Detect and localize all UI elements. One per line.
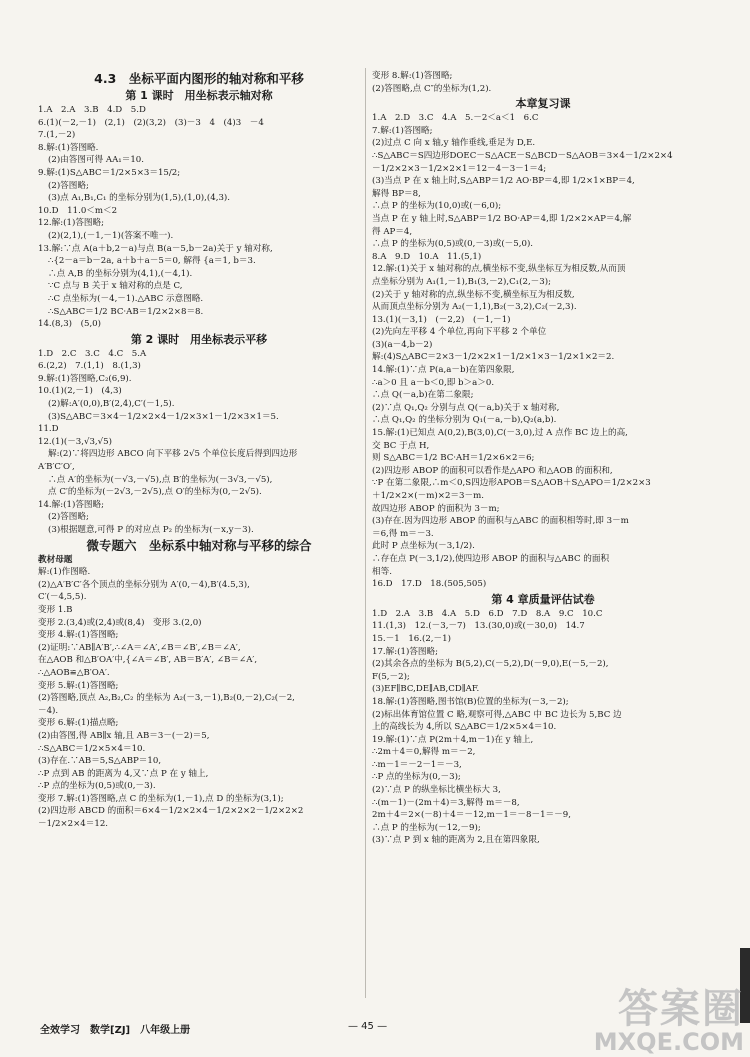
answer-line: (2)其余各点的坐标为 B(5,2),C(－5,2),D(－9,0),E(－5,－2),	[372, 659, 609, 670]
answer-line: 解:(4)S△ABC＝2×3－1/2×2×1－1/2×1×3－1/2×1×2＝2.	[372, 352, 615, 363]
column-divider	[365, 68, 366, 998]
answer-line: (2)由答图可得 AA₁＝10.	[48, 155, 144, 166]
footer-book-title: 全效学习 数学[ZJ] 八年级上册	[40, 1025, 191, 1036]
answer-line: ＝6,得 m＝－3.	[372, 528, 434, 539]
answer-line: 变形 4.解:(1)答图略;	[38, 630, 119, 641]
answer-line: A′B′C′O′,	[38, 462, 75, 473]
answer-line: (2)关于 y 轴对称的点,纵坐标不变,横坐标互为相反数,	[372, 289, 575, 300]
left-column	[38, 70, 360, 831]
answer-line: (3)存在.∵AB＝5,S△ABP＝10,	[38, 756, 162, 767]
answer-line: ∴点 Q₁,Q₂ 的坐标分别为 Q₁(－a,－b),Q₂(a,b).	[372, 415, 557, 426]
answer-line: (2)四边形 ABCD 的面积＝6×4－1/2×2×4－1/2×2×2－1/2×2×2	[38, 806, 304, 817]
answer-line: －1/2×2×3－1/2×2×1＝12－4－3－1＝4;	[372, 163, 547, 174]
answer-line: 10.D 11.0＜m＜2	[38, 205, 118, 216]
answer-line: ∴点 Q(－a,b)在第二象限;	[372, 390, 474, 401]
lesson-heading: 本章复习课	[515, 97, 571, 111]
answer-line: (2)答图略;	[48, 512, 89, 523]
answer-line: ∴a＞0 且 a－b＜0,即 b＞a＞0.	[372, 377, 495, 388]
answer-line: 解:(1)作图略.	[38, 567, 91, 578]
answer-line: ∴S△ABC＝S四边形DOEC－S△ACE－S△BCD－S△AOB＝3×4－1/2×2×4	[372, 150, 673, 161]
answer-line: 18.解:(1)答图略,图书馆(B)位置的坐标为(－3,－2);	[372, 696, 569, 707]
answer-line: ∴△AOB≌△B′OA′.	[38, 667, 110, 678]
answer-line: 则 S△ABC＝1/2 BC·AH＝1/2×6×2＝6;	[372, 453, 535, 464]
answer-line: ∴点 P 的坐标为(0,5)或(0,－3)或(－5,0).	[372, 239, 534, 250]
answer-line: 1.A 2.A 3.B 4.D 5.D	[38, 105, 146, 115]
answer-line: 教材母题	[38, 554, 73, 565]
answer-line: (3)根据题意,可得 P 的对应点 P₂ 的坐标为(－x,y－3).	[48, 525, 254, 535]
answer-line: 变形 1.B	[38, 604, 73, 615]
answer-line: ∴S△ABC＝1/2×5×4＝10.	[38, 743, 146, 754]
answer-line: ∴C 点坐标为(－4,－1).△ABC 示意图略.	[48, 293, 204, 304]
answer-line: (2)由答图,得 AB∥x 轴,且 AB＝3－(－2)＝5,	[38, 730, 210, 741]
answer-line: (2)证明:∵AB∥A′B′,∴∠A＝∠A′,∠B＝∠B′,∠B＝∠A′,	[38, 642, 241, 653]
answer-line: ＋1/2×2×(－m)×2＝3－m.	[372, 491, 484, 501]
answer-line: 6.(2,2) 7.(1,1) 8.(1,3)	[38, 361, 141, 372]
answer-line: ∴P 点的坐标为(0,5)或(0,－3).	[38, 781, 156, 792]
answer-line: (3)(a－4,b－2)	[372, 339, 433, 350]
answer-line: (2)解:A′(0,0),B′(2,4),C′(－1,5).	[48, 399, 175, 410]
answer-line: 变形 7.解:(1)答图略,点 C 的坐标为(1,－1),点 D 的坐标为(3,1);	[38, 793, 284, 804]
answer-line: 6.(1)(－2,－1) (2,1) (2)(3,2) (3)－3 4 (4)3 －4	[38, 117, 264, 128]
lesson-heading: 第 1 课时 用坐标表示轴对称	[125, 89, 273, 102]
answer-line: 交 BC 于点 H,	[372, 440, 430, 451]
answer-line: 15.－1 16.(2,－1)	[372, 633, 451, 644]
answer-line: 13.(1)(－3,1) (－2,2) (－1,－1)	[372, 314, 511, 325]
answer-line: 11.D	[38, 424, 59, 435]
answer-line: 解:(2)∵将四边形 ABCO 向下平移 2√5 个单位长度后得到四边形	[48, 449, 298, 460]
lesson-heading: 第 4 章质量评估试卷	[491, 592, 595, 606]
answer-line: F(5,－2);	[372, 671, 410, 682]
answer-line: 2m＋4＝2×(－8)＋4＝－12,m－1＝－8－1＝－9,	[372, 810, 571, 821]
answer-line: ∴S△ABC＝1/2 BC·AB＝1/2×2×8＝8.	[48, 306, 204, 317]
answer-line: 9.解:(1)S△ABC＝1/2×5×3＝15/2;	[38, 167, 181, 178]
answer-line: (2)答图略,点 C″的坐标为(1,2).	[372, 83, 492, 94]
answer-line: 点 C′的坐标为(－2√3,－2√5),点 O′的坐标为(0,－2√5).	[48, 487, 262, 498]
answer-line: 14.解:(1)∵点 P(a,a－b)在第四象限,	[372, 365, 515, 376]
answer-line: 变形 8.解:(1)答图略;	[372, 71, 453, 81]
answer-line: 1.A 2.D 3.C 4.A 5.－2＜a＜1 6.C	[372, 113, 539, 124]
answer-line: ∴点 A′的坐标为(－√3,－√5),点 B′的坐标为(－3√3,－√5),	[48, 474, 273, 485]
answer-line: (2)△A′B′C′各个顶点的坐标分别为 A′(0,－4),B′(4.5,3),	[38, 579, 250, 590]
section-heading: 微专题六 坐标系中轴对称与平移的综合	[86, 537, 312, 553]
answer-line: (2)∵点 P 的纵坐标比横坐标大 3,	[372, 785, 501, 796]
answer-line: 1.D 2.C 3.C 4.C 5.A	[38, 348, 147, 359]
answer-line: 1.D 2.A 3.B 4.A 5.D 6.D 7.D 8.A 9.C 10.C	[372, 608, 603, 619]
answer-line: 得 AP＝4,	[372, 226, 413, 237]
answer-line: (2)∵点 Q₁,Q₂ 分别与点 Q(－a,b)关于 x 轴对称,	[372, 402, 560, 413]
answer-line: (2)(2,1),(－1,－1)(答案不唯一).	[48, 230, 174, 241]
answer-line: 14.(8,3) (5,0)	[38, 319, 102, 330]
answer-line: (3)EF∥BC,DE∥AB,CD∥AF.	[372, 684, 480, 695]
answer-line: 变形 2.(3,4)或(2,4)或(8,4) 变形 3.(2,0)	[38, 617, 202, 628]
answer-line: 上的高线长为 4,所以 S△ABC＝1/2×5×4＝10.	[372, 722, 557, 733]
answer-line: 变形 6.解:(1)描点略;	[38, 718, 119, 729]
answer-line: 17.解:(1)答图略;	[372, 646, 439, 657]
answer-line: 点坐标分别为 A₁(1,－1),B₁(3,－2),C₁(2,－3);	[372, 276, 551, 287]
answer-line: －1/2×2×4＝12.	[38, 819, 109, 830]
answer-line: (3)当点 P 在 x 轴上时,S△ABP＝1/2 AO·BP＝4,即 1/2×1×BP＝4,	[372, 176, 635, 187]
answer-line: ∴(m－1)－(2m＋4)＝3,解得 m＝－8,	[372, 797, 520, 808]
answer-line: 16.D 17.D 18.(505,505)	[372, 579, 487, 590]
answer-line: ∴点 P 的坐标为(10,0)或(－6,0);	[372, 201, 502, 212]
answer-line: (2)标出体育馆位置 C 略,观察可得,△ABC 中 BC 边长为 5,BC 边	[372, 709, 622, 720]
right-column	[372, 70, 714, 847]
answer-line: 19.解:(1)∵点 P(2m＋4,m－1)在 y 轴上,	[372, 734, 534, 745]
answer-line: (3)∵点 P 到 x 轴的距离为 2,且在第四象限,	[372, 835, 540, 846]
answer-line: －4).	[38, 705, 59, 716]
answer-line: (2)答图略;	[48, 180, 89, 191]
answer-line: 当点 P 在 y 轴上时,S△ABP＝1/2 BO·AP＝4,即 1/2×2×AP＝4,解	[372, 213, 632, 224]
answer-line: 9.解:(1)答图略,C₂(6,9).	[38, 373, 132, 384]
answer-line: ∴存在点 P(－3,1/2),使四边形 ABOP 的面积与△ABC 的面积	[372, 553, 610, 564]
answer-line: C′(－4,5,5).	[38, 592, 87, 603]
section-heading: 4.3 坐标平面内图形的轴对称和平移	[94, 71, 304, 86]
answer-line: 10.(1)(2,－1) (4,3)	[38, 386, 122, 397]
answer-line: 此时 P 点坐标为(－3,1/2).	[372, 541, 475, 552]
answer-line: 从而顶点坐标分别为 A₂(－1,1),B₂(－3,2),C₂(－2,3).	[372, 302, 577, 313]
answer-line: (2)先向左平移 4 个单位,再向下平移 2 个单位	[372, 327, 547, 338]
answer-line: 7.解:(1)答图略;	[372, 125, 433, 136]
answer-line: ∴P 点到 AB 的距离为 4,又∵点 P 在 y 轴上,	[38, 768, 209, 779]
answer-line: ∴P 点的坐标为(0,－3);	[372, 772, 461, 783]
answer-line: ∵P 在第二象限,∴m＜0,S四边形APOB＝S△AOB＋S△APO＝1/2×2×3	[372, 478, 651, 489]
answer-line: 相等.	[372, 566, 392, 577]
answer-line: 13.解:∵点 A(a＋b,2－a)与点 B(a－5,b－2a)关于 y 轴对称,	[38, 243, 273, 254]
answer-line: (3)S△ABC＝3×4－1/2×2×4－1/2×3×1－1/2×3×1＝5.	[48, 411, 279, 422]
answer-line: 11.(1,3) 12.(－3,－7) 13.(30,0)或(－30,0) 14.7	[372, 621, 585, 632]
answer-line: ∴2m＋4＝0,解得 m＝－2,	[372, 747, 476, 758]
answer-line: 12.解:(1)答图略;	[38, 218, 105, 229]
answer-line: ∵C 点与 B 关于 x 轴对称的点是 C,	[48, 281, 183, 292]
answer-line: ∴点 P 的坐标为(－12,－9);	[372, 822, 481, 833]
answer-line: 故四边形 ABOP 的面积为 3－m;	[372, 503, 500, 514]
answer-line: 14.解:(1)答图略;	[38, 499, 105, 510]
answer-line: (2)过点 C 向 x 轴,y 轴作垂线,垂足为 D,E.	[372, 138, 536, 149]
answer-line: (2)答图略,顶点 A₂,B₂,C₂ 的坐标为 A₂(－3,－1),B₂(0,－2),C₂(－2,	[38, 693, 295, 704]
answer-line: (2)四边形 ABOP 的面积可以看作是△APO 和△AOB 的面积和,	[372, 465, 613, 476]
answer-line: (3)点 A₁,B₁,C₁ 的坐标分别为(1,5),(1,0),(4,3).	[48, 193, 231, 204]
answer-line: 8.解:(1)答图略.	[38, 142, 99, 153]
answer-line: 8.A 9.D 10.A 11.(5,1)	[372, 251, 482, 262]
answer-line: 变形 5.解:(1)答图略;	[38, 680, 119, 691]
answer-line: 7.(1,－2)	[38, 130, 76, 141]
lesson-heading: 第 2 课时 用坐标表示平移	[130, 332, 268, 346]
answer-line: ∴{2－a＝b－2a, a＋b＋a－5＝0, 解得 {a＝1, b＝3.	[48, 256, 256, 267]
answer-line: ∴点 A,B 的坐标分别为(4,1),(－4,1).	[48, 268, 193, 279]
answer-line: 解得 BP＝8,	[372, 188, 421, 199]
answer-line: 12.解:(1)关于 x 轴对称的点,横坐标不变,纵坐标互为相反数,从而顶	[372, 264, 626, 275]
answer-line: 15.解:(1)已知点 A(0,2),B(3,0),C(－3,0),过 A 点作 BC 边上的高,	[372, 428, 628, 439]
page-number: — 45 —	[348, 1021, 388, 1032]
answer-line: 12.(1)(－3,√3,√5)	[38, 436, 112, 447]
answer-line: 在△AOB 和△B′OA′中,{∠A＝∠B′, AB＝B′A′, ∠B＝∠A′,	[38, 655, 258, 666]
answer-line: ∴m－1＝－2－1＝－3,	[372, 759, 462, 770]
answer-line: (3)存在.因为四边形 ABOP 的面积与△ABC 的面积相等时,即 3－m	[372, 516, 629, 527]
watermark-logo: 答案圈 MXQE.COM	[593, 986, 744, 1056]
